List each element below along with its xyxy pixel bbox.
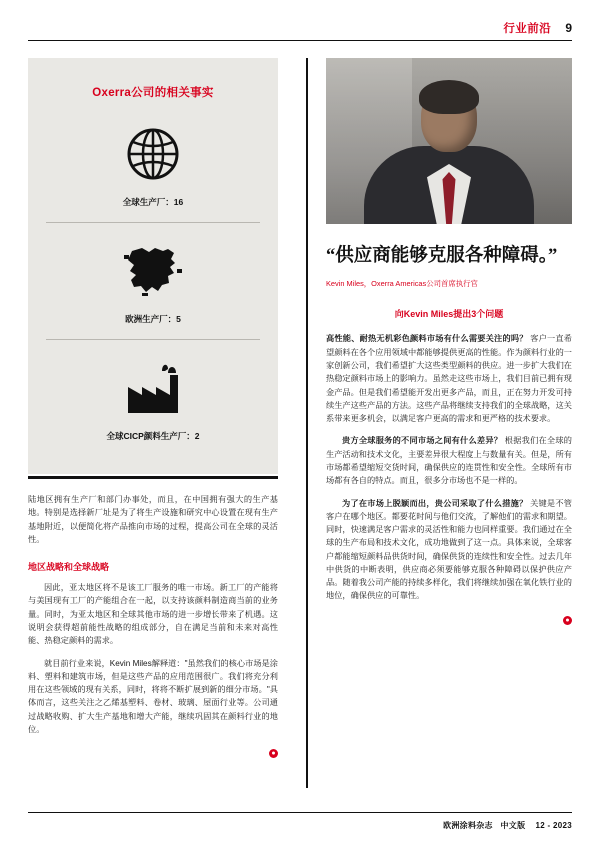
- page-number: 9: [565, 21, 572, 35]
- paragraph: 就目前行业来说，Kevin Miles解释道："虽然我们的核心市场是涂料、塑料和建筑市场，但是这些产品的应用范围很广。我们将充分利用在这些领域的现有关系，同时，将将不断扩展到新的细分市场。"具体而言，这些关注之乙烯基塑料、卷材、玻璃、屋面行业等。公司通过战略收购、扩大生产基地和增大产能，继续巩固其在颜料行业的地位。: [28, 658, 278, 734]
- fact-box: [28, 58, 278, 474]
- factory-icon: [46, 356, 260, 420]
- footer-publication: 欧洲涂料杂志: [443, 821, 493, 830]
- column-divider: [306, 58, 308, 788]
- page-header: [503, 20, 572, 36]
- end-mark-icon: ●: [269, 749, 278, 758]
- europe-map-icon: [46, 239, 260, 303]
- qa-answer: 客户一直希望颜料在各个应用领域中都能够提供更高的性能。作为颜料行业的一家创新公司，我们希望扩大这些类型颜料的供应。进一步扩大我们在热稳定颜料市场上的影响力。虽然走这些市场上，我们目前已拥有现金产品。但是我们希望能开发出更多产品，而且，正在努力开发可持续生产这些产品的方法。这些产品将继续支持我们的全球战略，这关系带来更多机会，以满足客户更高的需求和更严格的技术要求。: [326, 334, 572, 424]
- article-end-marker-left: [28, 745, 278, 763]
- fact-label: 全球CICP颜料生产厂：2: [106, 431, 200, 441]
- paragraph: 因此，亚太地区将不是该工厂服务的唯一市场。新工厂的产能将与美国现有工厂的产能组合在一起，以支持该颜料制造商当前的业务量。同时，为亚太地区和全球其他市场的进一步增长带来了机遇。这说明会获得超前能性战略的组成部分，自在满足当前和未来对高性能、热稳定颜料的需求。: [28, 583, 278, 646]
- footer: [443, 820, 572, 831]
- footer-divider: [28, 812, 572, 813]
- qa-heading: 向Kevin Miles提出3个问题: [394, 309, 504, 320]
- left-column: [28, 58, 278, 763]
- right-column: [326, 58, 572, 630]
- subheading-strategy: 地区战略和全球战略: [28, 562, 110, 573]
- footer-issue: 12 - 2023: [535, 821, 572, 830]
- pull-quote: “供应商能够克服各种障碍。”: [326, 246, 558, 266]
- fact-label: 全球生产厂：16: [122, 197, 184, 207]
- header-divider: [28, 40, 572, 41]
- fact-item: [46, 356, 260, 442]
- fact-item: [46, 239, 260, 325]
- qa-block: [326, 434, 572, 487]
- qa-question: 为了在市场上脱颖而出，贵公司采取了什么措施？: [342, 498, 528, 508]
- fact-box-bottom-rule: [28, 476, 278, 479]
- fact-item: [46, 122, 260, 208]
- qa-question: 高性能、耐热无机彩色颜料市场有什么需要关注的吗？: [326, 334, 528, 344]
- fact-separator: [46, 222, 260, 223]
- quote-attribution: Kevin Miles，Oxerra Americas公司首席执行官: [326, 279, 478, 289]
- footer-edition: 中文版: [500, 821, 526, 830]
- qa-answer: 根据我们在全球的生产活动和技术文化，主要差异很大程度上与数量有关。但是，所有市场都希望缩短交货时间，确保供应的连贯性和安全性。全球所有市场都有各自的特点。而且，很多分市场也不是一样的。: [326, 436, 572, 486]
- fact-box-title: Oxerra公司的相关事实: [92, 87, 214, 99]
- fact-separator: [46, 339, 260, 340]
- paragraph: 陆地区拥有生产厂和部门办事处，而且，在中国拥有强大的生产基地。特别是选择新厂址是为了将生产设施和研究中心设置在现有生产基地附近，以便简化将产品推向市场的过程，提高公司在全球的灵活性。: [28, 495, 278, 544]
- article-end-marker-right: [326, 612, 572, 630]
- qa-block: [326, 497, 572, 603]
- executive-portrait-photo: [326, 58, 572, 224]
- section-title: 行业前沿: [503, 23, 552, 35]
- qa-question: 贵方全球服务的不同市场之间有什么差异？: [342, 436, 503, 446]
- qa-answer: 关键是不管客户在哪个地区。都要花时间与他们交流，了解他们的需求和期望。同时，快速满足客户需求的灵活性和能力也同样重要。我们通过在全球的生产布局和技术文化，成功地做到了这一点。具体来说，全球客户都能缩短颜料品供货时间，确保供货的连续性和安全性。过去几年中供货的中断表明，供应商必须要能够克服各种障碍以保护供应产品。随着我公司产能的持续多样化，我们将继续加强在氧化铁行业的地位，确保供应的可靠性。: [326, 498, 572, 601]
- globe-icon: [46, 122, 260, 186]
- fact-label: 欧洲生产厂：5: [125, 314, 181, 324]
- qa-block: [326, 332, 572, 425]
- end-mark-icon: ●: [563, 616, 572, 625]
